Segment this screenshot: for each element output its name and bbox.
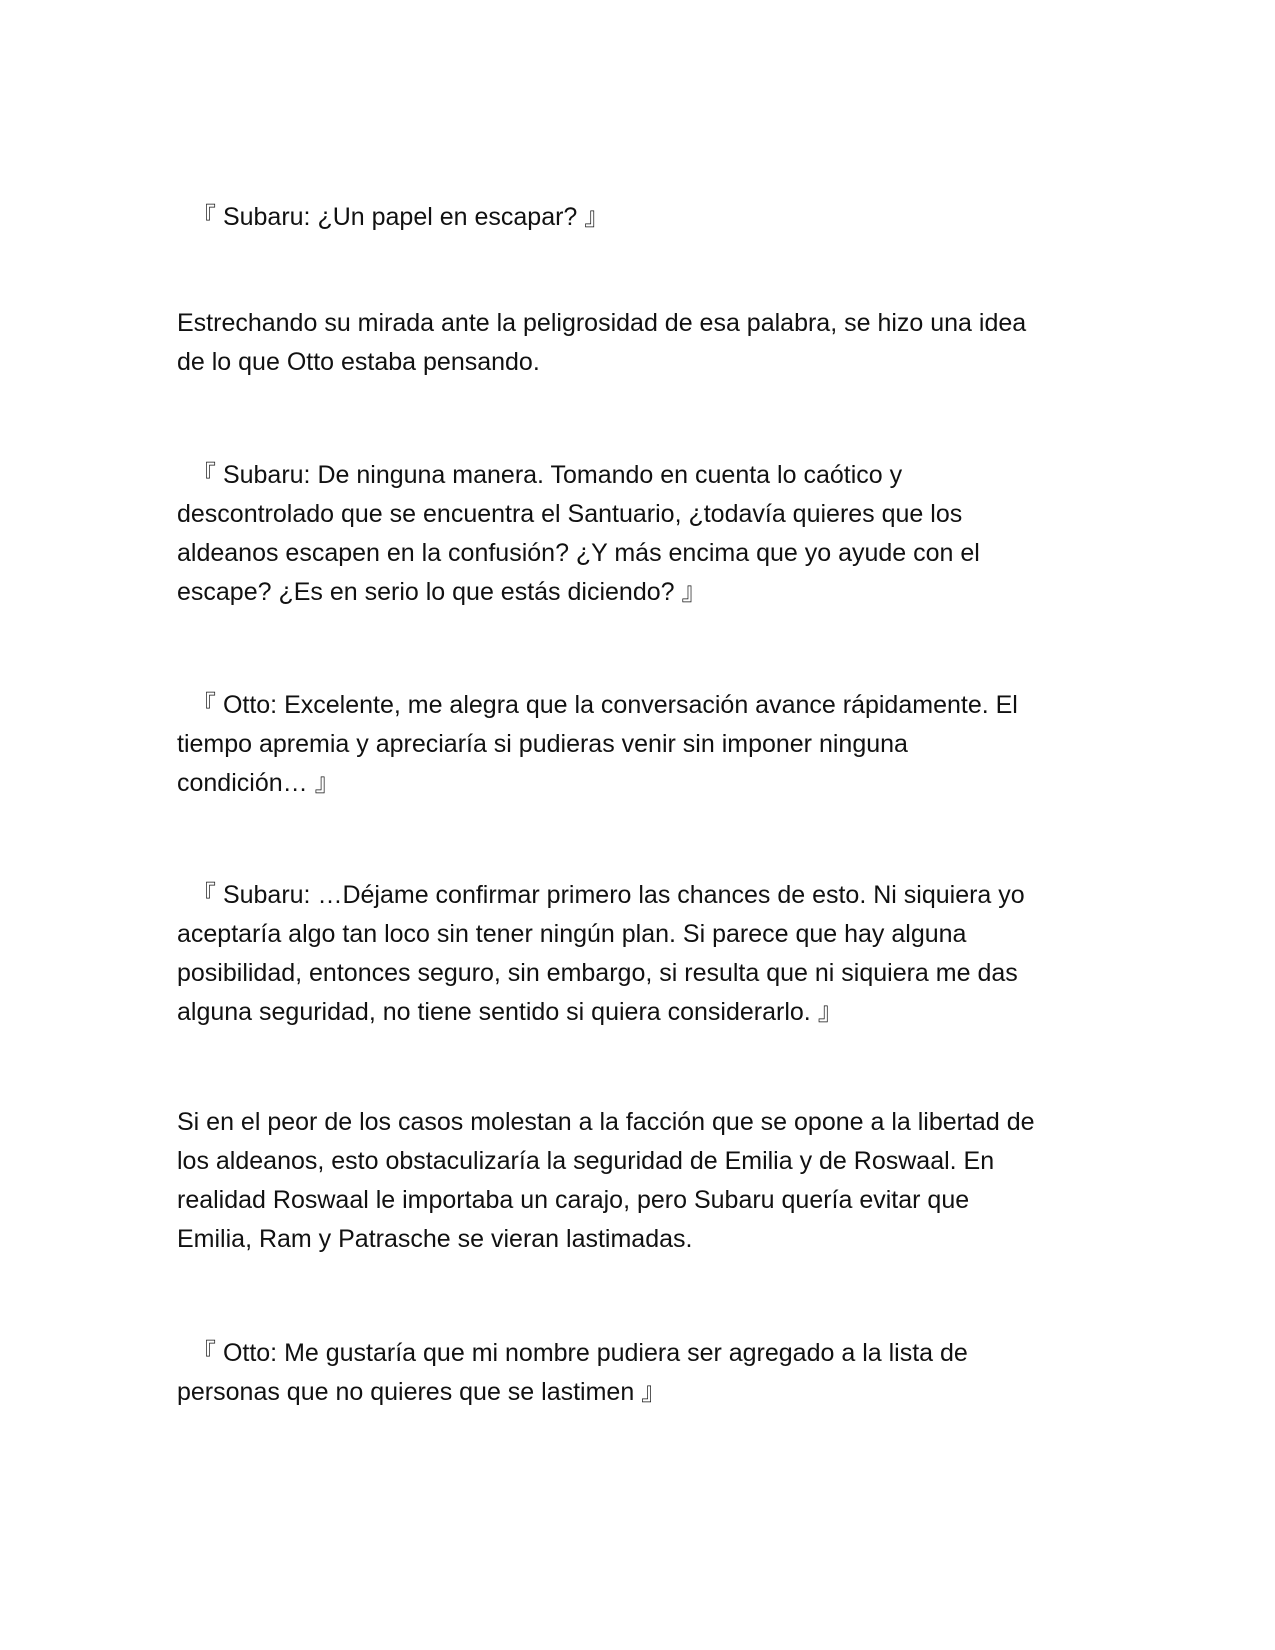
narration-paragraph xyxy=(177,304,1097,382)
text-line: escape? ¿Es en serio lo que estás diciendo? 』 xyxy=(177,578,707,606)
text-line: de lo que Otto estaba pensando. xyxy=(177,348,540,376)
text-line: personas que no quieres que se lastimen 』 xyxy=(177,1378,667,1406)
text-line: tiempo apremia y apreciaría si pudieras venir sin imponer ninguna xyxy=(177,730,908,758)
dialogue-paragraph xyxy=(177,456,1097,612)
dialogue-paragraph xyxy=(177,198,1097,237)
narration-paragraph xyxy=(177,1103,1097,1259)
text-line: alguna seguridad, no tiene sentido si quiera considerarlo. 』 xyxy=(177,998,843,1026)
text-line: descontrolado que se encuentra el Santuario, ¿todavía quieres que los xyxy=(177,500,963,528)
text-line: 『 Subaru: …Déjame confirmar primero las chances de esto. Ni siquiera yo xyxy=(191,881,1025,909)
text-line: Emilia, Ram y Patrasche se vieran lastimadas. xyxy=(177,1225,693,1253)
text-line: aldeanos escapen en la confusión? ¿Y más encima que yo ayude con el xyxy=(177,539,980,567)
dialogue-paragraph xyxy=(177,686,1097,803)
text-line: realidad Roswaal le importaba un carajo, pero Subaru quería evitar que xyxy=(177,1186,970,1214)
text-line: condición… 』 xyxy=(177,769,340,797)
text-line: 『 Subaru: De ninguna manera. Tomando en cuenta lo caótico y xyxy=(191,461,903,489)
text-line: Estrechando su mirada ante la peligrosidad de esa palabra, se hizo una idea xyxy=(177,309,1027,337)
text-line: aceptaría algo tan loco sin tener ningún plan. Si parece que hay alguna xyxy=(177,920,967,948)
text-line: 『 Otto: Me gustaría que mi nombre pudiera ser agregado a la lista de xyxy=(191,1339,968,1367)
dialogue-paragraph xyxy=(177,876,1097,1032)
text-line: los aldeanos, esto obstaculizaría la seguridad de Emilia y de Roswaal. En xyxy=(177,1147,995,1175)
dialogue-paragraph xyxy=(177,1334,1097,1412)
text-line: 『 Subaru: ¿Un papel en escapar? 』 xyxy=(191,203,610,231)
text-line: 『 Otto: Excelente, me alegra que la conversación avance rápidamente. El xyxy=(191,691,1018,719)
text-line: Si en el peor de los casos molestan a la facción que se opone a la libertad de xyxy=(177,1108,1035,1136)
text-line: posibilidad, entonces seguro, sin embargo, si resulta que ni siquiera me das xyxy=(177,959,1018,987)
